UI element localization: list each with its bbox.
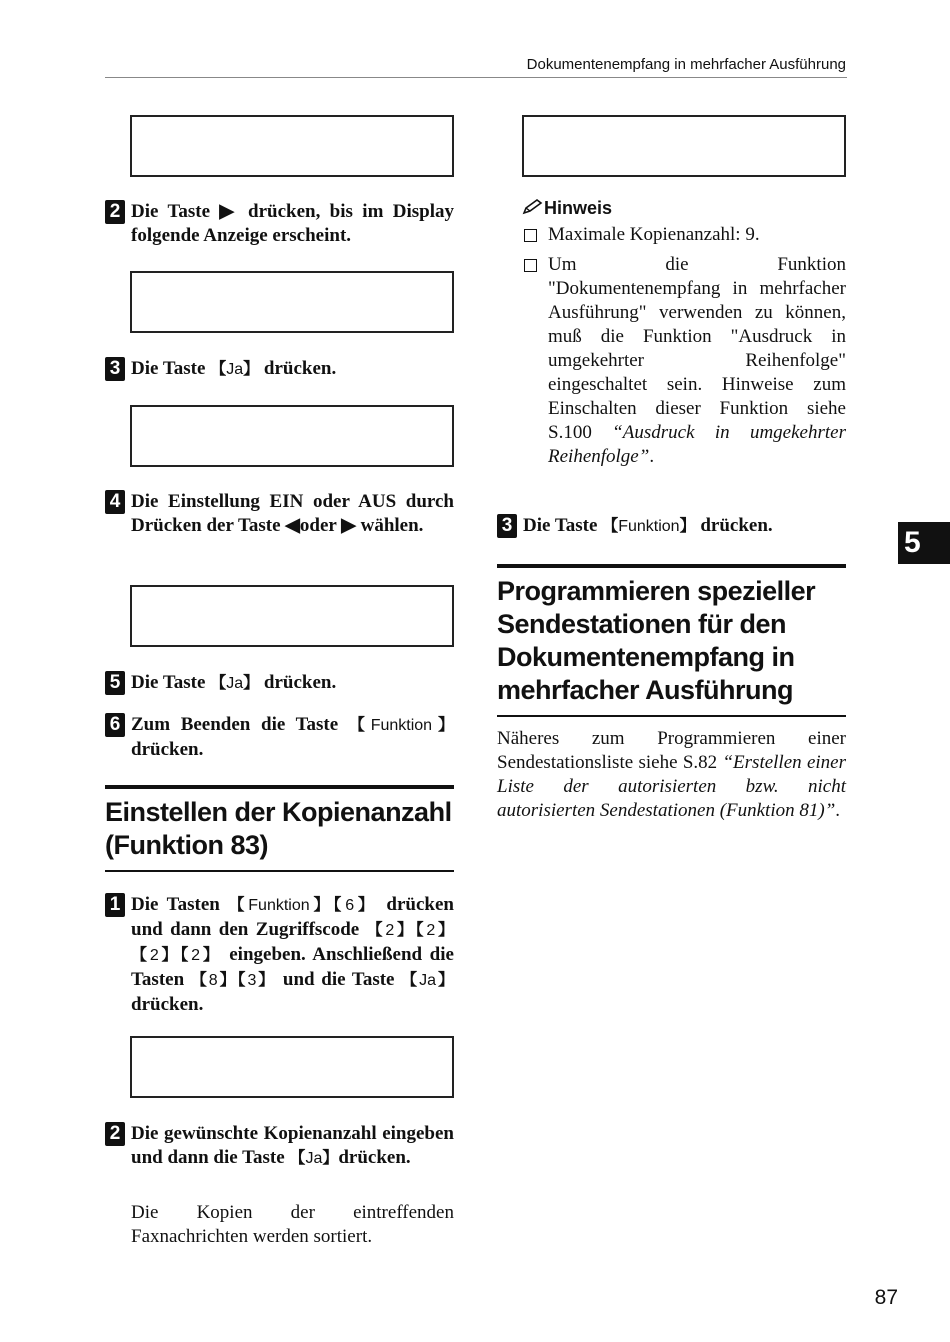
key-label: 【 3 】 (238, 972, 277, 989)
section-body: Näheres zum Programmieren einer Sendestationsliste siehe S.82 “Erstellen einer Liste der autorisierten bzw. nicht autorisierten Sendestationen (Funktion 81)”. (497, 728, 847, 821)
step-body: Die Kopien der eintreffenden Faxnachrichten werden sortiert. (131, 1202, 454, 1247)
lcd-display (130, 585, 454, 647)
step-number: 6 (105, 713, 125, 737)
step-text: Die Einstellung EIN oder AUS durch Drücken der Taste ◀oder ▶ wählen. (131, 491, 454, 536)
key-label: 【 8 】 (191, 972, 238, 989)
hint-item: Maximale Kopienanzahl: 9. (522, 223, 846, 247)
lcd-line (138, 1094, 446, 1098)
section-rule-bottom (497, 715, 846, 717)
hint-title: Hinweis (522, 198, 846, 219)
lcd-display (130, 1036, 454, 1098)
key-label: 【 Ja 】 (401, 972, 454, 989)
step-text: Zum Beenden die Taste 【 Funktion 】 drücken. (131, 713, 454, 762)
section-rule-bottom (105, 870, 454, 872)
key-label: 【 Ja 】 (289, 1150, 338, 1167)
step-5 (105, 671, 454, 696)
hint-item: Um die Funktion "Dokumentenempfang in mehrfacher Ausführung" verwenden zu können, muß die Funktion "Ausdruck in umgekehrter Reihenfolge" eingeschaltet sein. Hinweise zum Einschalten dieser Funktion siehe S.100 “Ausdruck in umgekehrter Reihenfolge”. (522, 253, 846, 469)
lcd-display (130, 405, 454, 467)
chapter-tab: 5 (898, 522, 950, 564)
step-4 (105, 490, 454, 538)
section-rule-top (105, 785, 454, 789)
lcd-line (138, 643, 446, 647)
lcd-line (138, 173, 446, 177)
cross-reference: “Ausdruck in umgekehrter Reihenfolge” (548, 422, 846, 467)
step-text: Die Tasten 【 Funktion 】【 6 】 drücken und dann den Zugriffscode 【 2 】【 2 】【 2 】【 2 】 eingeben. Anschließend die Tasten 【 8 】【 3 】 und die Taste 【 Ja 】 drücken. (131, 893, 454, 1017)
step-number: 1 (105, 893, 125, 917)
key-label: 【 2 】 (131, 947, 180, 964)
key-label: 【 Funktion 】 (349, 717, 454, 734)
hint-box (522, 198, 846, 469)
step-text: Die Taste ▶ drücken, bis im Display folgende Anzeige erscheint. (131, 201, 454, 246)
lcd-line (138, 463, 446, 467)
key-label: 【 2 】 (367, 922, 416, 939)
key-label: 【 6 】 (333, 897, 377, 914)
lcd-line (530, 173, 838, 177)
key-label: 【 2 】 (416, 922, 454, 939)
step-2 (105, 1122, 454, 1171)
section-heading: Einstellen der Kopienanzahl (Funktion 83) (105, 797, 452, 860)
pencil-icon (522, 199, 544, 215)
lcd-display (130, 115, 454, 177)
step-number: 2 (105, 200, 125, 224)
step-1 (105, 893, 454, 1017)
checkbox-icon (524, 229, 537, 242)
step-2 (105, 200, 454, 248)
step-3 (497, 514, 846, 539)
step-number: 4 (105, 490, 125, 514)
checkbox-icon (524, 259, 537, 272)
step-number: 2 (105, 1122, 125, 1146)
lcd-display (522, 115, 846, 177)
page-number: 87 (874, 1286, 898, 1309)
step-number: 5 (105, 671, 125, 695)
step-number: 3 (105, 357, 125, 381)
step-text: Die Taste 【 Ja 】 drücken. (131, 671, 454, 696)
running-header: Dokumentenempfang in mehrfacher Ausführung (526, 56, 846, 73)
step-text: Die Taste 【 Ja 】 drücken. (131, 357, 454, 382)
header-rule (105, 77, 847, 78)
lcd-display (130, 271, 454, 333)
step-6 (105, 713, 454, 762)
key-label: 【 Ja 】 (210, 675, 259, 692)
step-text: Die gewünschte Kopienanzahl eingeben und dann die Taste 【 Ja 】 drücken. (131, 1122, 454, 1171)
step-number: 3 (497, 514, 517, 538)
step-3 (105, 357, 454, 382)
key-label: 【 2 】 (180, 947, 221, 964)
cross-reference: “Erstellen einer Liste der autorisierten bzw. nicht autorisierten Sendestationen (Funktion 81)” (497, 752, 847, 821)
lcd-line (138, 329, 446, 333)
section-heading: Programmieren spezieller Sendestationen für den Dokumentenempfang in mehrfacher Ausführung (497, 576, 816, 705)
key-label: 【 Funktion 】 (228, 897, 333, 914)
key-label: 【 Ja 】 (210, 361, 259, 378)
key-label: 【 Funktion 】 (602, 518, 695, 535)
step-text: Die Taste 【 Funktion 】 drücken. (523, 514, 846, 539)
section-rule-top (497, 564, 846, 568)
